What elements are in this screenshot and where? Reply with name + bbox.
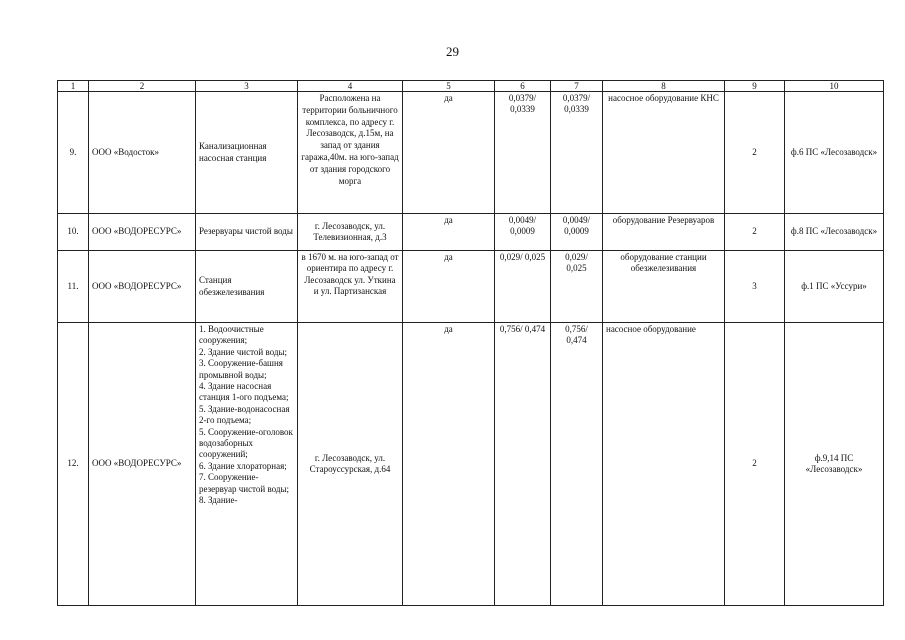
- object-name: Станция обезжелезивания: [196, 251, 298, 323]
- column-number: 8: [603, 81, 725, 92]
- row-number: 12.: [58, 323, 89, 606]
- organization: ООО «ВОДОРЕСУРС»: [89, 251, 196, 323]
- col7-value: 0,756/ 0,474: [551, 323, 603, 606]
- object-list-item: 6. Здание хлораторная;: [199, 460, 287, 471]
- page-number: 29: [446, 44, 459, 59]
- object-list-item: 5. Здание-водонасосная 2-го подъема;: [199, 403, 290, 426]
- col9-value: 3: [725, 251, 785, 323]
- table-row: [58, 251, 884, 323]
- row-number: 9.: [58, 92, 89, 214]
- equipment: оборудование станции обезжелезивания: [603, 251, 725, 323]
- column-number: 7: [551, 81, 603, 92]
- substation: ф.9,14 ПС «Лесозаводск»: [785, 323, 884, 606]
- column-number: 9: [725, 81, 785, 92]
- table-row: [58, 323, 884, 606]
- col6-value: 0,0379/ 0,0339: [495, 92, 551, 214]
- object-list-item: 4. Здание насосная станция 1-ого подъема;: [199, 381, 289, 403]
- row-number: 11.: [58, 251, 89, 323]
- col7-value: 0,0049/ 0,0009: [551, 214, 603, 251]
- column-number: 4: [298, 81, 403, 92]
- col7-value: 0,029/ 0,025: [551, 251, 603, 323]
- col6-value: 0,0049/ 0,0009: [495, 214, 551, 251]
- col6-value: 0,029/ 0,025: [495, 251, 551, 323]
- column-number: 2: [89, 81, 196, 92]
- col7-value: 0,0379/ 0,0339: [551, 92, 603, 214]
- table-row: [58, 92, 884, 214]
- organization: ООО «ВОДОРЕСУРС»: [89, 323, 196, 606]
- column-number-row: [58, 81, 884, 92]
- object-list-item: 3. Сооружение-башня промывной воды;: [199, 358, 283, 380]
- table-row: [58, 214, 884, 251]
- object-list-item: 1. Водоочистные сооружения;: [199, 324, 264, 346]
- object-address: в 1670 м. на юго-запад от ориентира по адресу г. Лесозаводск ул. Уткина и ул. Партизанская: [298, 251, 403, 323]
- column-number: 6: [495, 81, 551, 92]
- col5-value: да: [403, 214, 495, 251]
- object-list: [196, 323, 298, 606]
- col6-value: 0,756/ 0,474: [495, 323, 551, 606]
- row-number: 10.: [58, 214, 89, 251]
- col9-value: 2: [725, 92, 785, 214]
- object-list-item: 7. Сооружение-резервуар чистой воды;: [199, 472, 289, 494]
- object-list-item: 8. Здание-: [199, 495, 238, 506]
- substation: ф.1 ПС «Уссури»: [785, 251, 884, 323]
- data-table: [57, 80, 884, 606]
- substation: ф.6 ПС «Лесозаводск»: [785, 92, 884, 214]
- equipment: насосное оборудование КНС: [603, 92, 725, 214]
- col5-value: да: [403, 251, 495, 323]
- column-number: 3: [196, 81, 298, 92]
- column-number: 5: [403, 81, 495, 92]
- object-address: г. Лесозаводск, ул. Староуссурская, д.64: [298, 323, 403, 606]
- equipment: насосное оборудование: [603, 323, 725, 606]
- object-list-item: 2. Здание чистой воды;: [199, 346, 288, 357]
- col9-value: 2: [725, 323, 785, 606]
- object-address: г. Лесозаводск, ул. Телевизионная, д.3: [298, 214, 403, 251]
- col5-value: да: [403, 92, 495, 214]
- col9-value: 2: [725, 214, 785, 251]
- object-address: Расположена на территории больничного комплекса, по адресу г. Лесозаводск, д.15м, на запад от здания гаража,40м. на юго-запад от здания городского морга: [298, 92, 403, 214]
- column-number: 10: [785, 81, 884, 92]
- equipment: оборудование Резервуаров: [603, 214, 725, 251]
- organization: ООО «Водосток»: [89, 92, 196, 214]
- object-list-item: 5. Сооружение-оголовок водозаборных сооружений;: [199, 426, 293, 460]
- substation: ф.8 ПС «Лесозаводск»: [785, 214, 884, 251]
- organization: ООО «ВОДОРЕСУРС»: [89, 214, 196, 251]
- object-name: Резервуары чистой воды: [196, 214, 298, 251]
- column-number: 1: [58, 81, 89, 92]
- object-name: Канализационная насосная станция: [196, 92, 298, 214]
- col5-value: да: [403, 323, 495, 606]
